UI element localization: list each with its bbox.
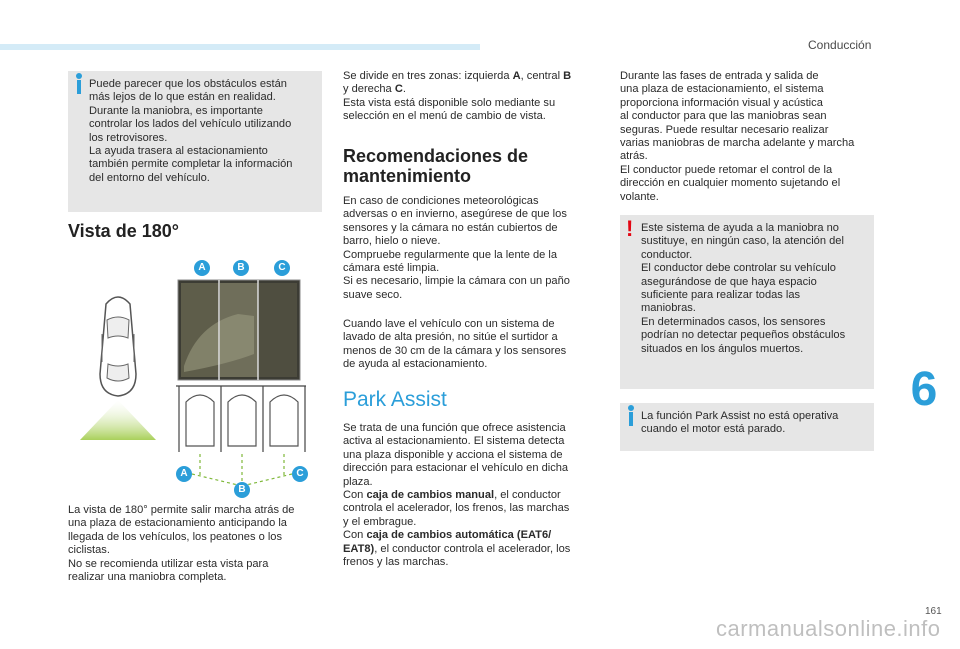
info-box-park-assist	[620, 403, 874, 451]
parked-car-icon	[186, 395, 298, 446]
view-180-description: La vista de 180° permite salir marcha atrás de una plaza de estacionamiento anticipando la llegada de los vehículos, los peatones o los ciclistas. No se recomienda utilizar esta vista para realizar una maniobra completa.	[68, 504, 295, 584]
info-icon-bar	[629, 412, 633, 426]
chapter-number: 6	[910, 363, 938, 416]
label-c-top: C	[274, 260, 290, 276]
heading-180-view: Vista de 180°	[68, 221, 179, 241]
diagram-graphic	[78, 254, 328, 502]
view-180-diagram	[78, 254, 328, 502]
label-b-bottom: B	[234, 482, 250, 498]
label-a-bottom: A	[176, 466, 192, 482]
heading-park-assist: Park Assist	[343, 388, 447, 411]
header-bar	[0, 44, 480, 50]
info-icon-bar	[77, 80, 81, 94]
label-b-top: B	[233, 260, 249, 276]
section-title: Conducción	[808, 38, 872, 52]
warning-box	[620, 215, 874, 389]
maintenance-text-2: Cuando lave el vehículo con un sistema de lavado de alta presión, no sitúe el surtidor a menos de 30 cm de la cámara y los sensores de ayuda al estacionamiento.	[343, 318, 567, 371]
zones-description: Se divide en tres zonas: izquierda A, central B y derecha C. Esta vista está disponible solo mediante su selección en el menú de cambio de vista.	[343, 70, 572, 123]
park-assist-text: Se trata de una función que ofrece asistencia activa al estacionamiento. El sistema detecta una plaza disponible y acciona el sistema de dirección para estacionar el vehículo en dicha plaza. Con caja de cambios manual, el conductor controla el acelerador, los frenos, las marchas y el embrague. Con caja de cambios automática (EAT6/ EAT8), el conductor controla el acelerador, los frenos y las marchas.	[343, 422, 571, 569]
info-icon	[628, 405, 634, 411]
car-top-view-icon	[100, 297, 136, 396]
page-number: 161	[925, 606, 942, 617]
info-text: La función Park Assist no está operativa cuando el motor está parado.	[641, 410, 839, 436]
label-c-bottom: C	[292, 466, 308, 482]
maintenance-text-1: En caso de condiciones meteorológicas adversas o en invierno, asegúrese de que los sensores y la cámara no están cubiertos de barro, hielo o nieve. Compruebe regularmente que la lente de la cámara esté limpia. Si es necesario, limpie la cámara con un paño suave seco.	[343, 195, 570, 301]
info-note-text: Puede parecer que los obstáculos están más lejos de lo que están en realidad. Durante la maniobra, es importante controlar los lados del vehículo utilizando los retrovisores. La ayuda trasera al estacionamiento también permite completar la información del entorno del vehículo.	[89, 78, 293, 184]
park-assist-description: Durante las fases de entrada y salida de una plaza de estacionamiento, el sistema proporciona información visual y acústica al conductor para que las maniobras sean seguras. Puede resultar necesario realizar varias maniobras de marcha adelante y marcha atrás. El conductor puede retomar el control de la dirección en cualquier momento sujetando el volante.	[620, 70, 855, 203]
warning-icon: !	[626, 216, 634, 241]
watermark: carmanualsonline.info	[716, 616, 941, 641]
info-icon	[76, 73, 82, 79]
warning-text: Este sistema de ayuda a la maniobra no sustituye, en ningún caso, la atención del conductor. El conductor debe controlar su vehículo asegurándose de que haya espacio suficiente para realizar todas las maniobras. En determinados casos, los sensores podrían no detectar pequeños obstáculos situados en los ángulos muertos.	[641, 222, 846, 355]
heading-maintenance: Recomendaciones de mantenimiento	[343, 146, 529, 186]
info-note-box	[68, 71, 322, 212]
label-a-top: A	[194, 260, 210, 276]
camera-beam-icon	[80, 400, 156, 440]
